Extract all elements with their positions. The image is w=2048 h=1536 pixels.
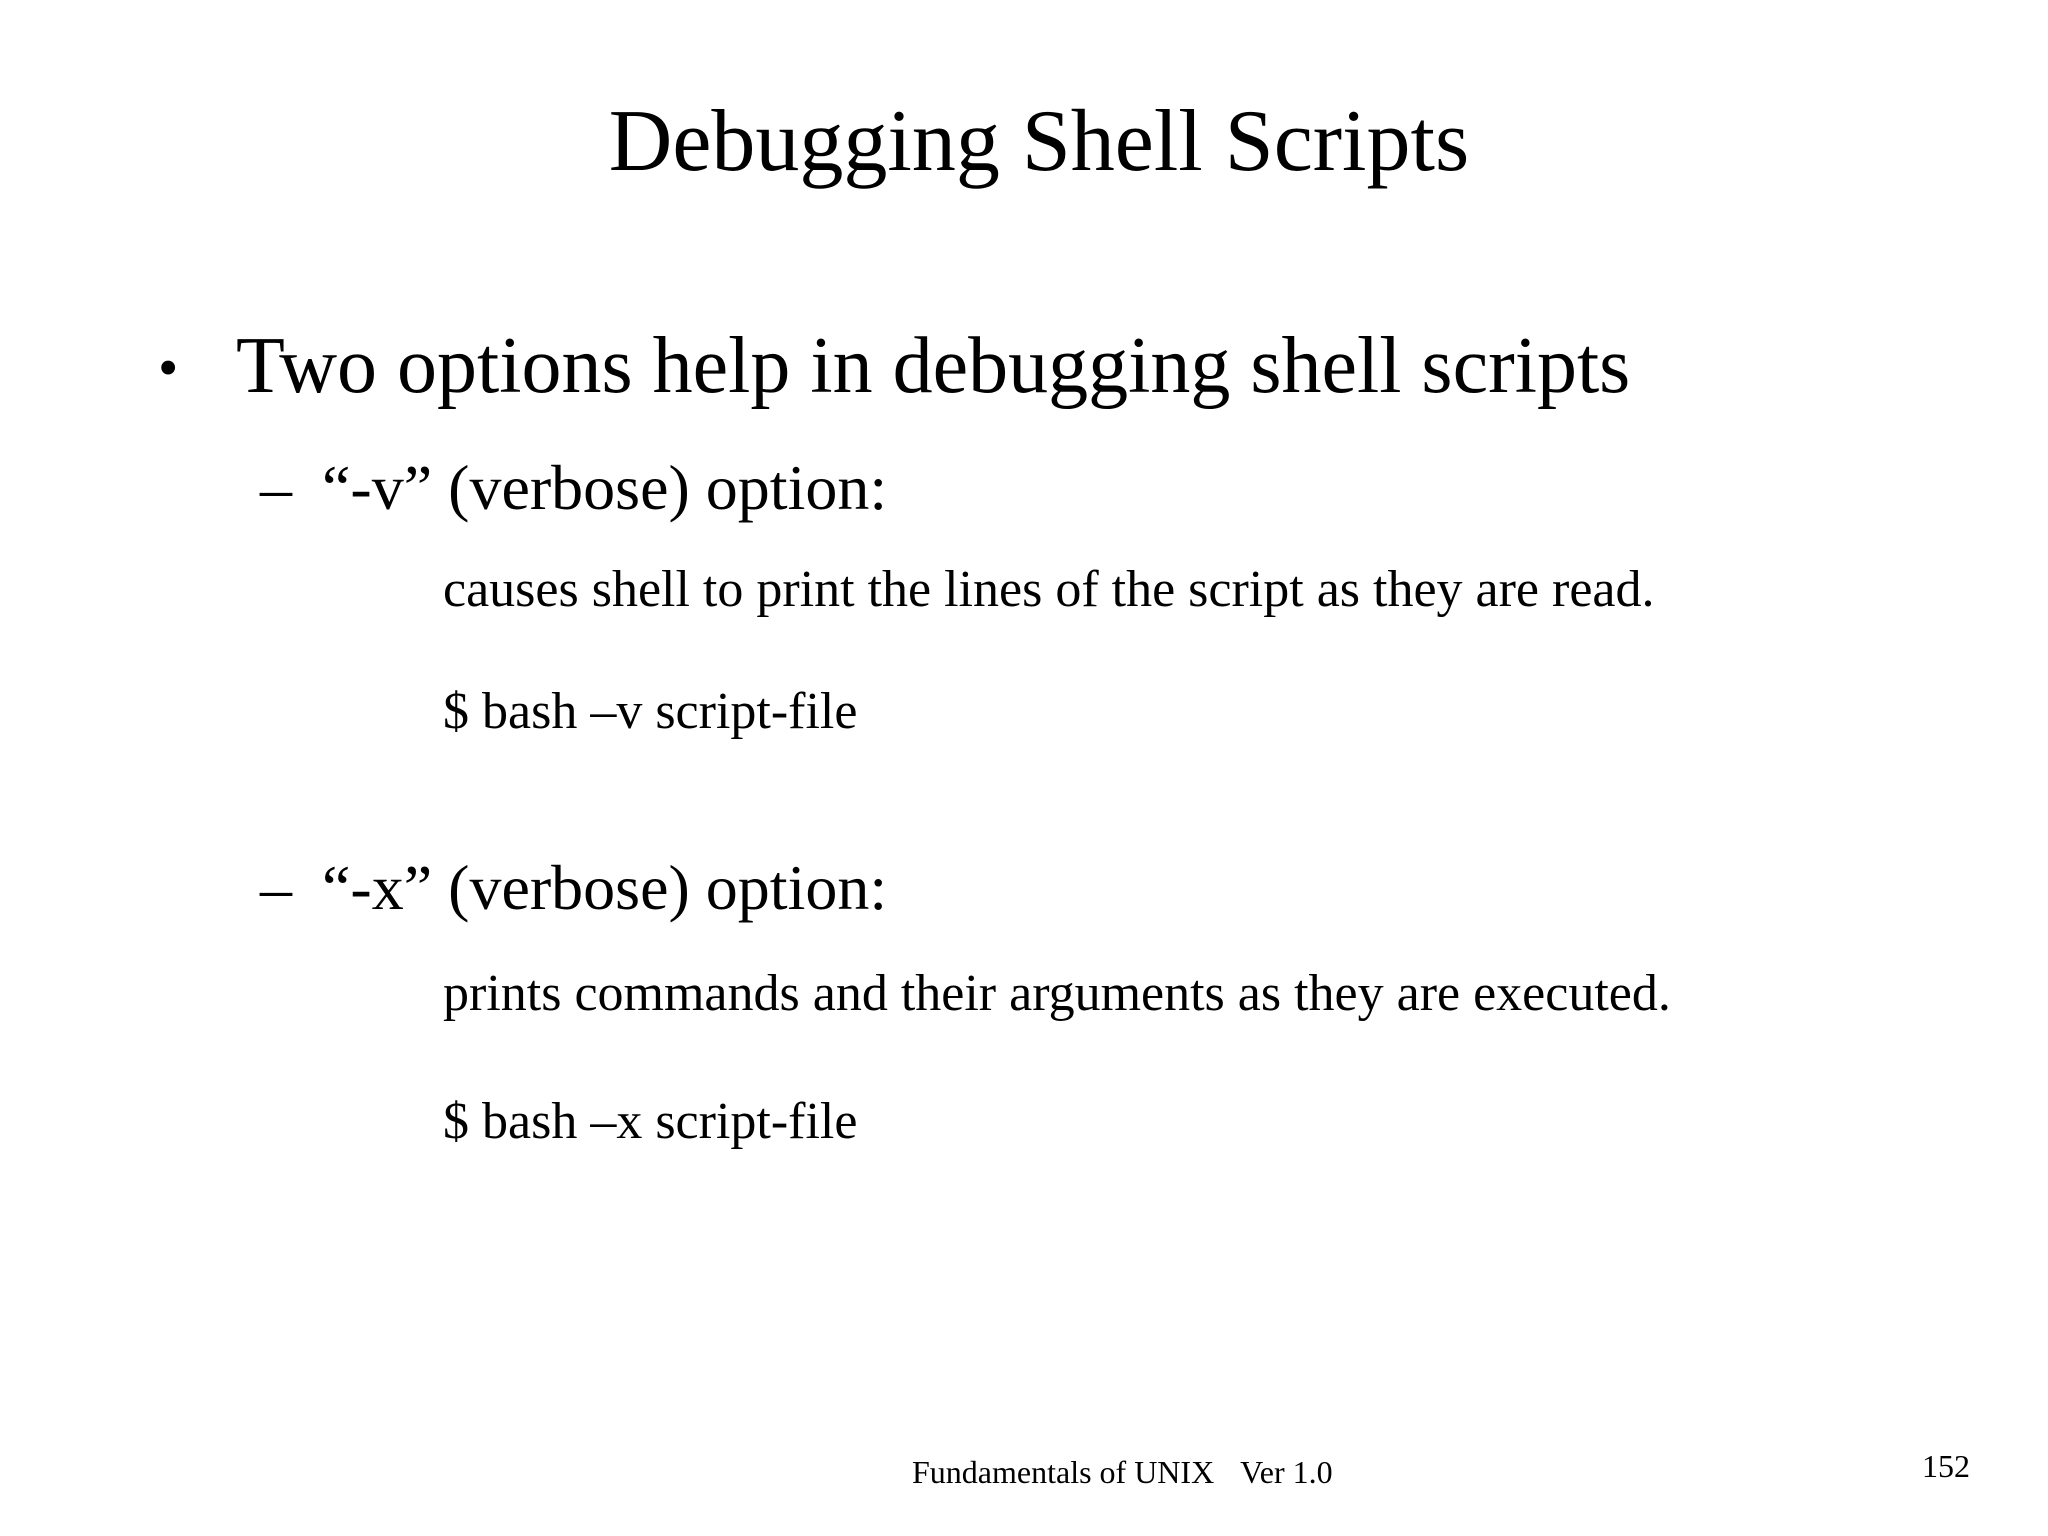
option-v-heading [260, 448, 888, 528]
footer-course: Fundamentals of UNIX [912, 1454, 1215, 1490]
main-bullet [158, 318, 1631, 414]
bullet-marker: • [158, 335, 179, 400]
slide-footer [912, 1452, 1333, 1492]
sub-bullet-marker: – [260, 852, 292, 923]
option-v-command: $ bash –v script-file [443, 683, 858, 740]
page-number: 152 [1922, 1448, 1970, 1484]
option-x-heading [260, 848, 888, 928]
footer-version: Ver 1.0 [1240, 1454, 1333, 1490]
option-x-command: $ bash –x script-file [443, 1093, 858, 1150]
sub-bullet-marker: – [260, 452, 292, 523]
option-x-heading-text: “-x” (verbose) option: [322, 852, 888, 923]
option-v-description: causes shell to print the lines of the script as they are read. [443, 561, 1655, 618]
slide-title: Debugging Shell Scripts [608, 93, 1470, 190]
bullet-text: Two options help in debugging shell scripts [236, 322, 1631, 410]
option-v-heading-text: “-v” (verbose) option: [322, 452, 888, 523]
option-x-description: prints commands and their arguments as they are executed. [443, 965, 1671, 1022]
